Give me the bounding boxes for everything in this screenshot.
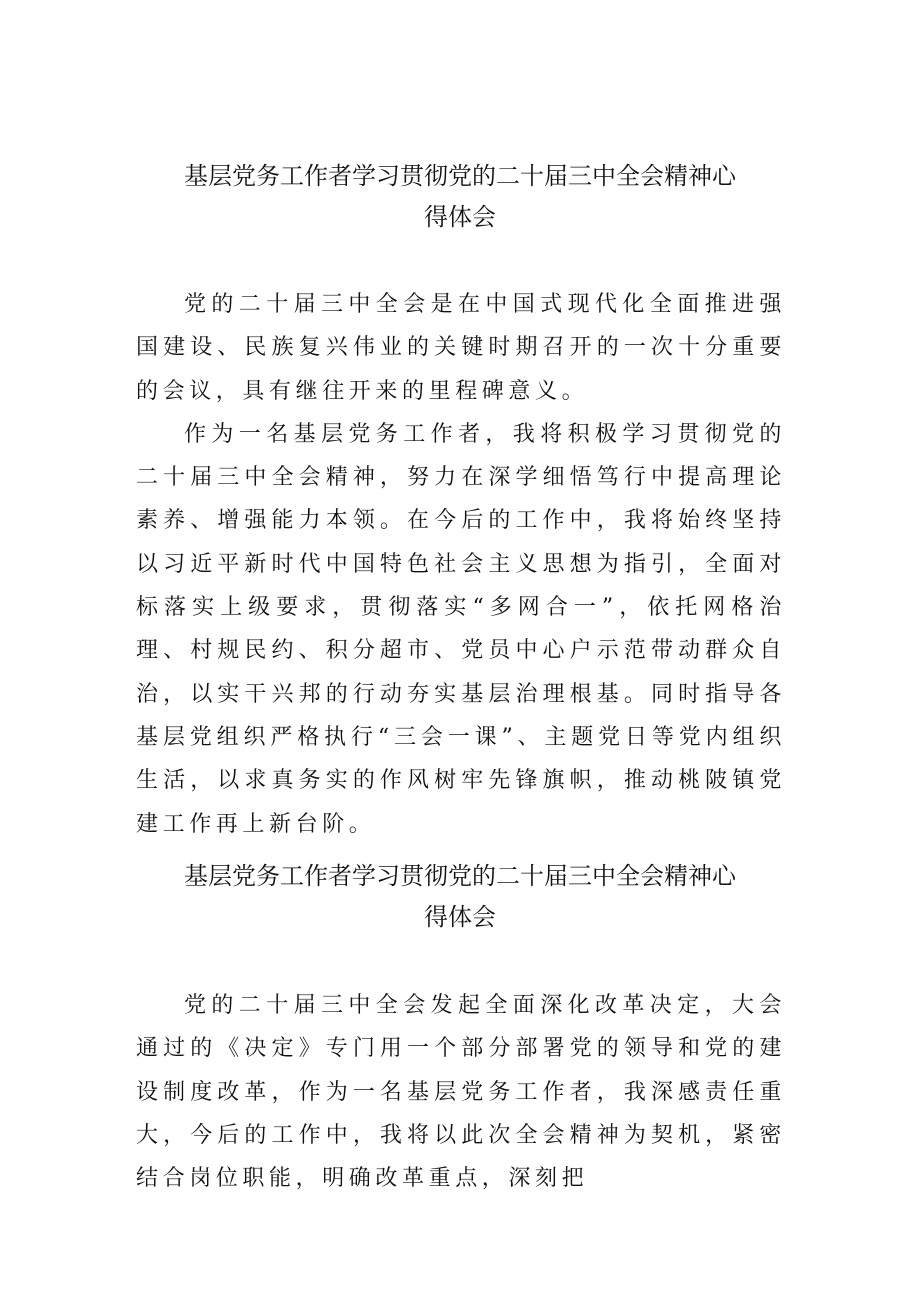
article-2-paragraph-1: 党的二十届三中全会发起全面深化改革决定，大会通过的《决定》专门用一个部分部署党的领导和党的建设制度改革，作为一名基层党务工作者，我深感责任重大，今后的工作中，我将以此次全会精神为契机，紧密结合岗位职能，明确改革重点，深刻把 <box>136 993 786 1192</box>
article-1-title-line-1: 基层党务工作者学习贯彻党的二十届三中全会精神心 <box>184 162 736 190</box>
article-1-paragraph-1: 党的二十届三中全会是在中国式现代化全面推进强国建设、民族复兴伟业的关键时期召开的一次十分重要的会议，具有继往开来的里程碑意义。 <box>136 292 786 404</box>
article-2-body <box>136 984 786 1200</box>
article-1-body <box>136 283 786 846</box>
article-2-title-line-2: 得体会 <box>424 903 496 931</box>
article-2-title <box>130 856 790 938</box>
article-1-paragraph-2: 作为一名基层党务工作者，我将积极学习贯彻党的二十届三中全会精神，努力在深学细悟笃行中提高理论素养、增强能力本领。在今后的工作中，我将始终坚持以习近平新时代中国特色社会主义思想为指引，全面对标落实上级要求，贯彻落实“多网合一”，依托网格治理、村规民约、积分超市、党员中心户示范带动群众自治，以实干兴邦的行动夯实基层治理根基。同时指导各基层党组织严格执行“三会一课”、主题党日等党内组织生活，以求真务实的作风树牢先锋旗帜，推动桃陂镇党建工作再上新台阶。 <box>136 421 786 837</box>
article-2-title-line-1: 基层党务工作者学习贯彻党的二十届三中全会精神心 <box>184 862 736 890</box>
article-1-title <box>130 156 790 238</box>
article-1-title-line-2: 得体会 <box>424 203 496 231</box>
